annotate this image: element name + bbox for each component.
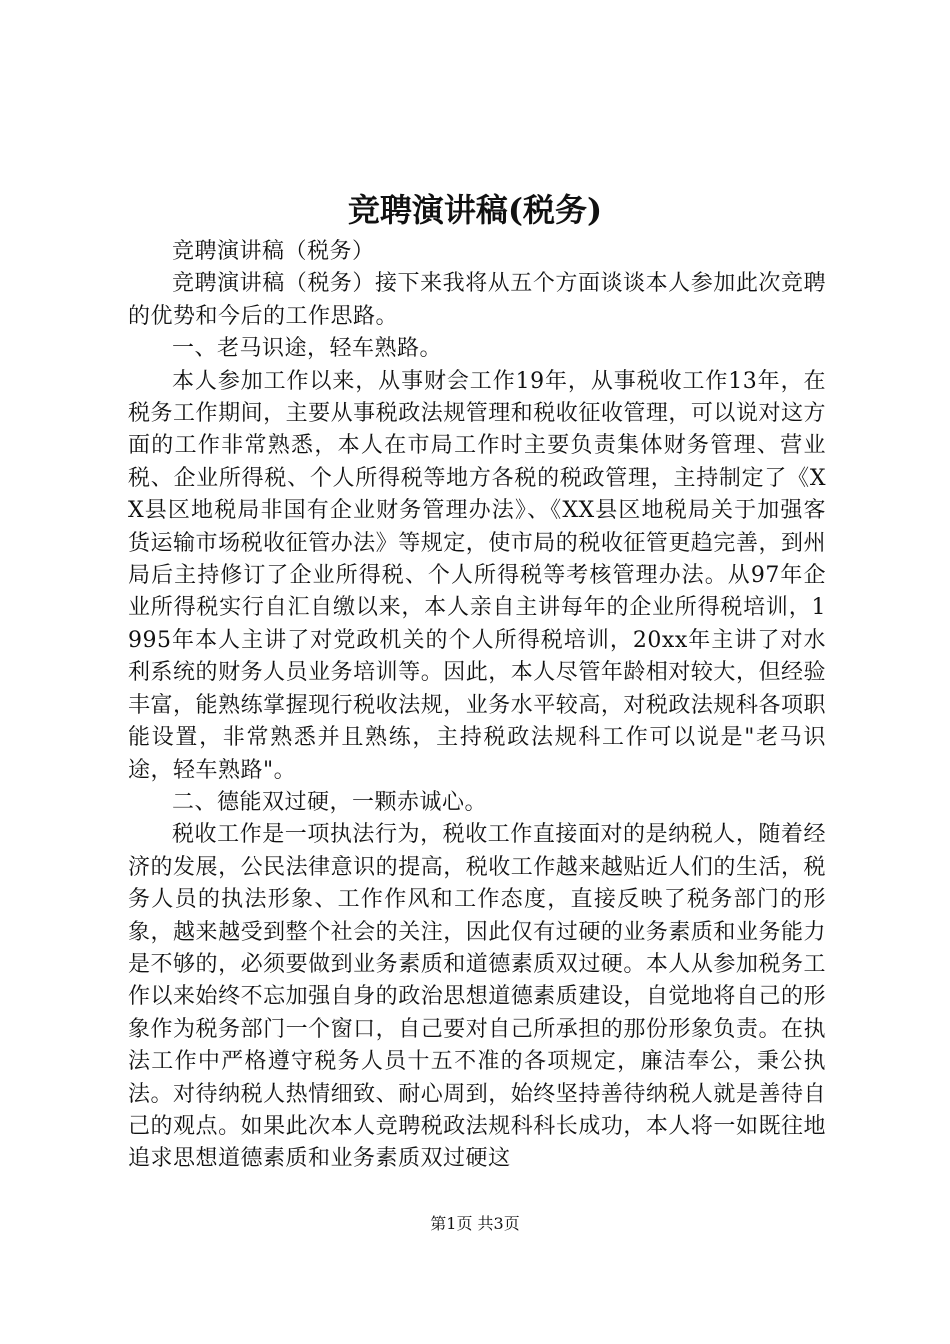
document-body bbox=[128, 236, 826, 1176]
document-title: 竞聘演讲稿(税务) bbox=[347, 191, 603, 229]
page-footer: 第1页 共3页 bbox=[430, 1214, 520, 1233]
paragraph-section-2: 税收工作是一项执法行为，税收工作直接面对的是纳税人，随着经济的发展，公民法律意识的提高，税收工作越来越贴近人们的生活，税务人员的执法形象、工作作风和工作态度，直接反映了税务部门的形象，越来越受到整个社会的关注，因此仅有过硬的业务素质和业务能力是不够的，必须要做到业务素质和道德素质双过硬。本人从参加税务工作以来始终不忘加强自身的政治思想道德素质建设，自觉地将自己的形象作为税务部门一个窗口，自己要对自己所承担的那份形象负责。在执法工作中严格遵守税务人员十五不准的各项规定，廉洁奉公，秉公执法。对待纳税人热情细致、耐心周到，始终坚持善待纳税人就是善待自己的观点。如果此次本人竞聘税政法规科科长成功，本人将一如既往地追求思想道德素质和业务素质双过硬这 bbox=[128, 822, 826, 1172]
section-heading-2: 二、德能双过硬，一颗赤诚心。 bbox=[172, 789, 488, 815]
paragraph-subtitle: 竞聘演讲稿（税务） bbox=[172, 239, 375, 264]
paragraph-intro: 竞聘演讲稿（税务）接下来我将从五个方面谈谈本人参加此次竞聘的优势和今后的工作思路。 bbox=[128, 271, 826, 329]
paragraph-section-1: 本人参加工作以来，从事财会工作19年，从事税收工作13年，在税务工作期间，主要从事税政法规管理和税收征收管理，可以说对这方面的工作非常熟悉，本人在市局工作时主要负责集体财务管理、营业税、企业所得税、个人所得税等地方各税的税政管理，主持制定了《XX县区地税局非国有企业财务管理办法》、《XX县区地税局关于加强客货运输市场税收征管办法》等规定，使市局的税收征管更趋完善，到州局后主持修订了企业所得税、个人所得税等考核管理办法。从97年企业所得税实行自汇自缴以来，本人亲自主讲每年的企业所得税培训，1995年本人主讲了对党政机关的个人所得税培训，20xx年主讲了对水利系统的财务人员业务培训等。因此，本人尽管年龄相对较大，但经验丰富，能熟练掌握现行税收法规，业务水平较高，对税政法规科各项职能设置，非常熟悉并且熟练，主持税政法规科工作可以说是"老马识途，轻车熟路"。 bbox=[128, 368, 826, 783]
section-heading-1: 一、老马识途，轻车熟路。 bbox=[172, 336, 443, 362]
